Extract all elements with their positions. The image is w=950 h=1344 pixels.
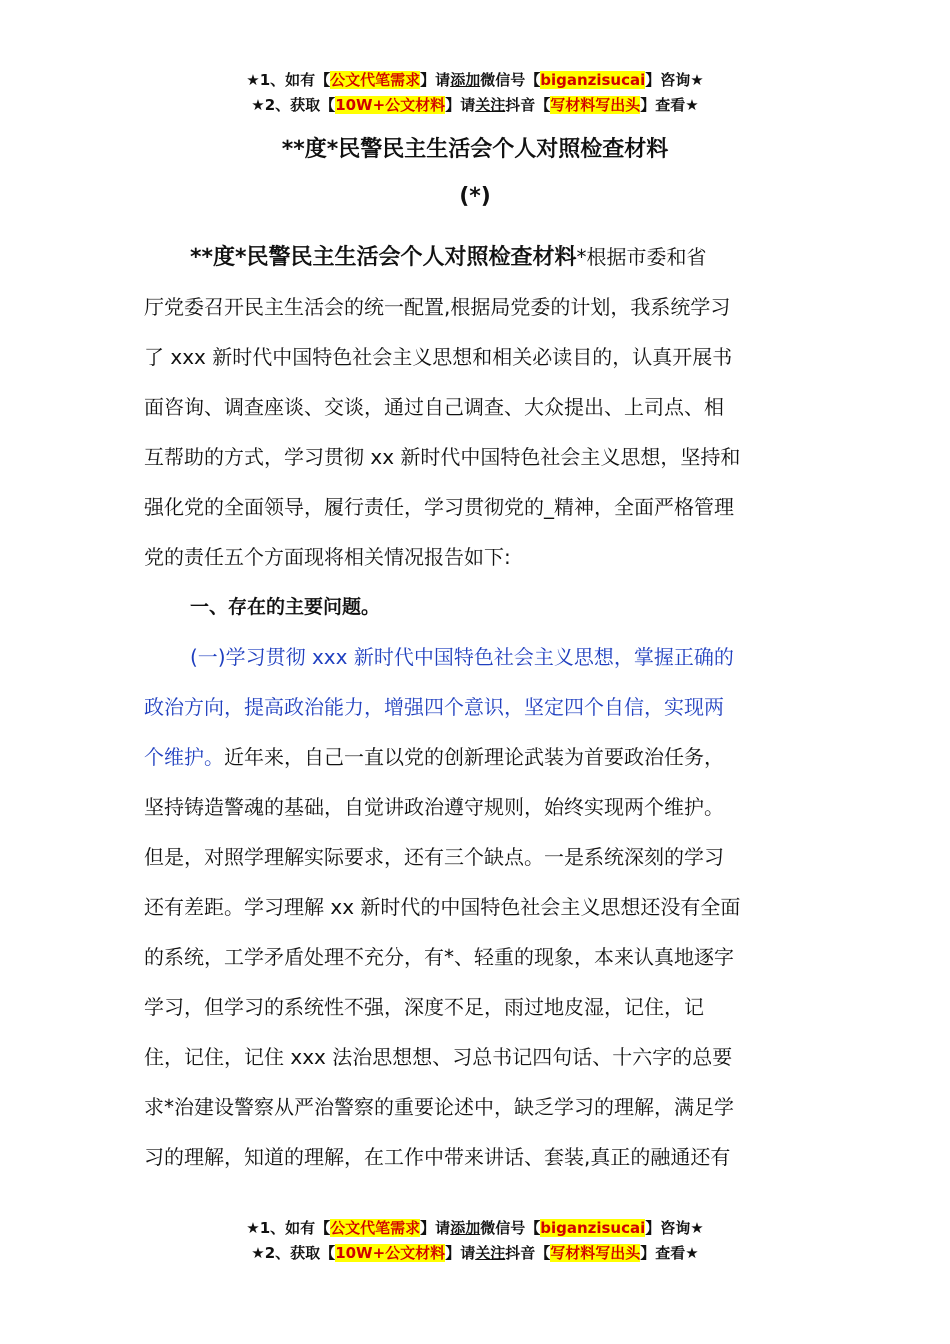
header-ad-line-2	[0, 93, 950, 118]
ad-text: 】查看★	[640, 1244, 699, 1262]
footer-ad-line-2	[0, 1241, 950, 1266]
ad-text: 】请	[445, 96, 476, 114]
ad-text: ★1、如有【	[246, 71, 331, 89]
paragraph-line: 了 xxx 新时代中国特色社会主义思想和相关必读目的，认真开展书	[144, 345, 733, 369]
ad-text: 】咨询★	[645, 1219, 704, 1237]
subsection-title: (一)学习贯彻 xxx 新时代中国特色社会主义思想，掌握正确的	[190, 645, 734, 669]
ad-wechat-id: biganzisucai	[540, 71, 646, 89]
ad-douyin-id: 写材料写出头	[550, 1244, 641, 1262]
ad-text: 抖音【	[505, 96, 551, 114]
ad-text: 】请	[420, 71, 451, 89]
ad-text: 微信号【	[480, 1219, 541, 1237]
ad-text: ★2、获取【	[251, 96, 336, 114]
subsection-title: 个维护。	[144, 745, 224, 769]
paragraph-line: 还有差距。学习理解 xx 新时代的中国特色社会主义思想还没有全面	[144, 895, 741, 919]
ad-underlined-text: 关注	[475, 1244, 506, 1262]
ad-highlight: 10W+公文材料	[335, 96, 446, 114]
ad-underlined-text: 添加	[450, 1219, 481, 1237]
subsection-line	[144, 732, 808, 782]
ad-text: 】查看★	[640, 96, 699, 114]
document-title: **度*民警民主生活会个人对照检查材料	[281, 137, 669, 162]
paragraph-line: 的系统，工学矛盾处理不充分，有*、轻重的现象，本来认真地逐字	[144, 945, 734, 969]
paragraph-line: 学习，但学习的系统性不强，深度不足，雨过地皮湿，记住，记	[144, 995, 704, 1019]
ad-text: ★2、获取【	[251, 1244, 336, 1262]
paragraph-line: 习的理解，知道的理解，在工作中带来讲话、套装,真正的融通还有	[144, 1145, 731, 1169]
ad-text: 抖音【	[505, 1244, 551, 1262]
paragraph-line: 党的责任五个方面现将相关情况报告如下:	[144, 545, 511, 569]
ad-text: 】请	[445, 1244, 476, 1262]
ad-highlight: 10W+公文材料	[335, 1244, 446, 1262]
ad-text: 】咨询★	[645, 71, 704, 89]
footer-ad-line-1	[0, 1216, 950, 1241]
paragraph-line: 住，记住，记住 xxx 法治思想想、习总书记四句话、十六字的总要	[144, 1045, 733, 1069]
paragraph-text: 近年来，自己一直以党的创新理论武装为首要政治任务，	[224, 745, 724, 769]
paragraph-line: 坚持铸造警魂的基础，自觉讲政治遵守规则，始终实现两个维护。	[144, 795, 724, 819]
subsection-title: 政治方向，提高政治能力，增强四个意识，坚定四个自信，实现两	[144, 695, 724, 719]
footer-ad	[0, 1216, 950, 1266]
paragraph-line: 但是，对照学理解实际要求，还有三个缺点。一是系统深刻的学习	[144, 845, 724, 869]
ad-highlight: 公文代笔需求	[330, 71, 421, 89]
paragraph-line: 面咨询、调查座谈、交谈，通过自己调查、大众提出、上司点、相	[144, 395, 724, 419]
paragraph-line: 强化党的全面领导，履行责任，学习贯彻党的_精神，全面严格管理	[144, 495, 734, 519]
paragraph-line: 互帮助的方式，学习贯彻 xx 新时代中国特色社会主义思想，坚持和	[144, 445, 741, 469]
document-subtitle: (*)	[459, 184, 491, 209]
ad-text: ★1、如有【	[246, 1219, 331, 1237]
ad-douyin-id: 写材料写出头	[550, 96, 641, 114]
paragraph-line: 求*治建设警察从严治警察的重要论述中，缺乏学习的理解，满足学	[144, 1095, 734, 1119]
header-ad-line-1	[0, 68, 950, 93]
ad-wechat-id: biganzisucai	[540, 1219, 646, 1237]
ad-underlined-text: 添加	[450, 71, 481, 89]
paragraph-text: *根据市委和省	[576, 245, 707, 269]
paragraph-line: 厅党委召开民主生活会的统一配置,根据局党委的计划，我系统学习	[144, 295, 731, 319]
bold-lead: **度*民警民主生活会个人对照检查材料	[190, 245, 577, 270]
ad-text: 】请	[420, 1219, 451, 1237]
document-body	[144, 232, 808, 1182]
ad-text: 微信号【	[480, 71, 541, 89]
subsection-line	[144, 632, 808, 682]
header-ad	[0, 68, 950, 118]
ad-highlight: 公文代笔需求	[330, 1219, 421, 1237]
section-heading: 一、存在的主要问题。	[190, 596, 381, 618]
ad-underlined-text: 关注	[475, 96, 506, 114]
subsection-line	[144, 682, 808, 732]
paragraph-line	[144, 232, 808, 282]
